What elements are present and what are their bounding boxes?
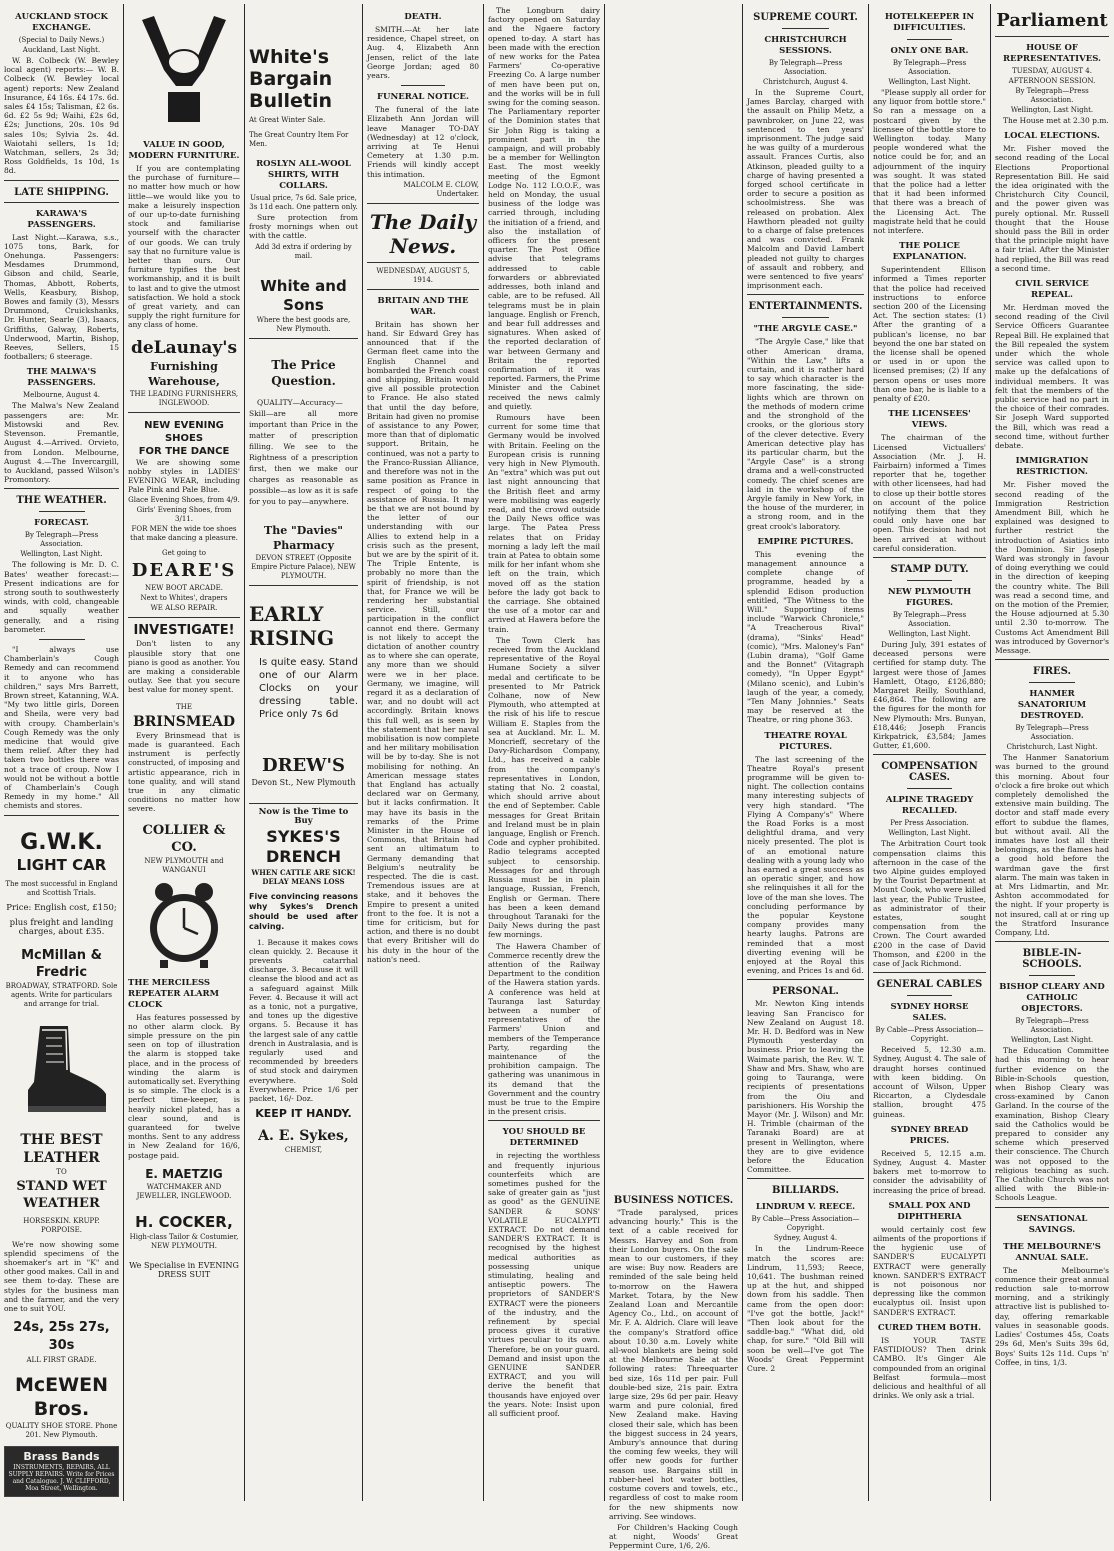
karawa-text: Last Night.—Karawa, s.s., 1075 tons, Bark, for Onehunga. Passengers: Mesdames Drummond, Gibson and child, Searle, Thomas, Abbott, Roberts, Wells, Keasbury, Bishop, Bowes and family (3), Messrs Drummond, Cruickshanks, Dr. Hunter, Searle (3), Isaacs, Griffiths, Galway, Roberts, Underwood, Martin, Bishop, Reeves, Sellers, 15 footballers; 6 steerage.	[4, 232, 119, 362]
divider	[249, 585, 358, 586]
best-leather-title: THE BEST LEATHER	[20, 1131, 103, 1166]
roslyn-price: Usual price, 7s 6d. Sale price, 3s 11d each. One pattern only.	[249, 194, 358, 211]
roslyn-text: Sure protection from frosty mornings when out with the cattle.	[249, 213, 358, 241]
hotel-byline: By Telegraph—Press Association.	[892, 59, 967, 76]
stamp-byline: By Telegraph—Press Association.	[892, 610, 967, 628]
hanmer-place: Christchurch, Last Night.	[1006, 743, 1098, 752]
the-label: THE	[176, 702, 192, 711]
deares-title: DEARE'S	[131, 560, 237, 582]
late-shipping-heading: LATE SHIPPING.	[14, 186, 109, 198]
column-1	[4, 6, 119, 1499]
fires-heading: FIRES.	[1032, 666, 1072, 678]
column-rule	[742, 4, 743, 1501]
divider	[995, 1207, 1109, 1208]
weather-text: The following is Mr. D. C. Bates' weather forecast:—Present indications are for strong south to southwesterly winds, with cold, changeable and squally weather generally, and a rising barometer.	[4, 560, 119, 634]
boot-icon	[12, 1020, 112, 1120]
column-7	[747, 6, 864, 1499]
undertaker: MALCOLM E. CLOW, Undertaker.	[403, 180, 479, 198]
bread-heading: SYDNEY BREAD PRICES.	[890, 1124, 969, 1146]
death-heading: DEATH.	[404, 12, 442, 22]
savings-text: The Melbourne's commence their great annual reduction sale to-morrow morning, and a strikingly attractive list is published to-day, offering remarkable values in seasonable goods. Ladies' Costumes 45s, Coats 29s 6d, Men's Suits 39s 6d, Boys' Suits 12s 11d. Cups 'n' Coffee, in tins, 1/3.	[995, 1265, 1109, 1367]
divider	[128, 412, 240, 413]
dateline: WEDNESDAY, AUGUST 5, 1914.	[376, 266, 470, 284]
divider	[367, 203, 479, 204]
empire-heading: EMPIRE PICTURES.	[757, 536, 854, 547]
leather-to: TO	[56, 1167, 67, 1176]
mcmillan-title: McMillan & Fredric	[21, 947, 102, 980]
divider	[747, 1178, 864, 1179]
divider	[4, 815, 119, 816]
savings-sub: THE MELBOURNE'S ANNUAL SALE.	[1003, 1241, 1101, 1263]
stock-place: Auckland, Last Night.	[22, 46, 101, 54]
divider	[995, 659, 1109, 660]
billiards-text: In the Lindrum-Reece match the scores are: Lindrum, 11,593; Reece, 10,641. The bushman reined up at the hut, and shipped down from his saddle. Then came from the open door: "I've got the bottle, Jack!" "Then look about for the saddle-bag." "What did, old chap, for sure." "Old Bill will soon be well—I've got The Woods' Great Peppermint Cure. 2	[747, 1244, 864, 1373]
court-text: In the Supreme Court, James Barclay, charged with the assault on Philip Metz, a pawnbroker, on June 22, was sentenced to ten years' imprisonment. The judge said he was guilty of a murderous assault. Frances Curtis, also Atkinson, pleaded guilty to a charge of having presented a forged school certificate in order to secure a position as schoolmistress. She was released on probation. Alex Hawthorn pleaded not guilty to a charge of false pretences and was convicted. Frank Malcolm and David Lambert pleaded not guilty to charges of assault and robbery, and were sentenced to five years' imprisonment each.	[747, 88, 864, 291]
leather-brands: HORSESKIN. KRUPP. PORPOISE.	[23, 1216, 100, 1234]
hanmer-byline: By Telegraph—Press Association.	[1015, 724, 1089, 742]
divider	[367, 289, 479, 290]
early-rising-text: Is quite easy. Stand one of our Alarm Clocks on your dressing table. Price only 7s 6d	[259, 656, 358, 720]
billiards-byline: By Cable—Press Association—Copyright.	[751, 1215, 860, 1233]
divider	[4, 202, 119, 203]
great-country-item: The Great Country Item For Men.	[249, 131, 349, 148]
davies-title: The "Davies" Pharmacy	[264, 523, 343, 552]
shoe-prices: 24s, 25s 27s, 30s	[13, 1320, 110, 1354]
divider	[747, 294, 864, 295]
divider	[39, 639, 85, 640]
deares-repair: WE ALSO REPAIR.	[150, 604, 218, 613]
divider	[128, 617, 240, 618]
bible-byline: By Telegraph—Press Association.	[1015, 1017, 1089, 1035]
alarm-clock-icon	[142, 878, 226, 970]
leather-text: We're now showing some splendid specimens of the shoemaker's art in "K" and other good makes. Call in and see them to-day. These are styles for the business man and the farmer, and the very one to suit YOU.	[4, 1239, 119, 1314]
hotel-place: Wellington, Last Night.	[888, 78, 971, 86]
bread-text: Received 5, 12.15 a.m. Sydney, August 4. Master bakers met to-morrow to consider the advisability of increasing the price of bread.	[873, 1148, 986, 1195]
divider	[249, 803, 358, 804]
christchurch-heading: CHRISTCHURCH SESSIONS.	[764, 35, 847, 56]
savings-heading: SENSATIONAL SAVINGS.	[1016, 1213, 1088, 1235]
bible-sub: BISHOP CLEARY AND CATHOLIC OBJECTORS.	[999, 982, 1105, 1015]
royal-heading: THEATRE ROYAL PICTURES.	[764, 730, 847, 752]
mcmillan-address: BROADWAY, STRATFORD. Sole agents. Write for particulars and arrange for trial.	[5, 981, 118, 1008]
bible-place: Wellington, Last Night.	[1010, 1036, 1094, 1045]
gwk-title: G.W.K.	[20, 829, 103, 855]
house-place: Wellington, Last Night.	[1010, 106, 1094, 114]
drews-title: DREW'S	[261, 754, 345, 776]
divider	[488, 1120, 600, 1121]
cocker-foot: We Specialise in EVENING DRESS SUIT	[129, 1260, 239, 1279]
divider	[249, 338, 358, 339]
divider	[1029, 975, 1075, 976]
whites-bulletin-title: White's Bargain Bulletin	[249, 46, 333, 112]
house-byline: By Telegraph—Press Association.	[1015, 87, 1089, 104]
police-text: Superintendent Ellison informed a Times reporter that the police had received instructions to enforce section 200 of the Licensing Act. The section states: (1) After the granting of a publican's license, no bar beyond the one bar stated on the license shall be opened or used in or upon the licensed premises; (2) If any person opens or uses more than one bar, he is liable to a penalty of £20.	[873, 265, 986, 404]
clock-illustration	[128, 876, 240, 972]
divider	[1029, 682, 1075, 683]
column-rule	[123, 4, 124, 1501]
immigration-text: Mr. Fisher moved the second reading of the Immigration Restriction Amendment Bill, which he explained was designed to further restrict the introduction of Asiatics into the Dominion. Sir Joseph Ward was strongly in favour of doing everything we could in the direction of keeping the country white. The Bill was read a second time, and on the motion of the Premier, the House adjourned at 5.30 until 2.30 to-morrow. The Customs Act Amendment Bill was introduced by Governor's Message.	[995, 480, 1109, 655]
cough-remedy-text: "I always use Chamberlain's Cough Remedy and can recommend it to anyone who has children," says Mrs Barrett, Brown street, Katanning, W.A. "My two little girls, Doreen and Sheila, were very bad with croupy. Chamberlain's Cough Remedy was the only medicine that would give them relief. After they had taken two bottles there was not a trace of croup. Now I would not be without a bottle of Chamberlain's Cough Remedy in my home." All chemists and stores.	[4, 644, 119, 811]
hands-illustration	[128, 6, 240, 134]
general-cables-heading: GENERAL CABLES	[876, 979, 983, 991]
white-sons-title: White and Sons	[260, 276, 347, 314]
malwa-heading: THE MALWA'S PASSENGERS.	[26, 367, 97, 389]
divider	[873, 972, 986, 973]
personal-heading: PERSONAL.	[772, 986, 839, 998]
column-rule	[362, 4, 363, 1501]
furnishers-sub: THE LEADING FURNISHERS, INGLEWOOD.	[129, 389, 239, 407]
weather-place: Wellington, Last Night.	[20, 550, 103, 559]
war-heading: BRITAIN AND THE WAR.	[377, 295, 469, 317]
hands-holding-icon	[134, 10, 234, 130]
maetzig-sub: WATCHMAKER AND JEWELLER, INGLEWOOD.	[136, 1182, 232, 1200]
compensation-byline: Per Press Association.	[890, 819, 969, 828]
sykes-name: A. E. Sykes,	[258, 1128, 349, 1145]
hanmer-text: The Hanmer Sanatorium was burned to the ground this morning. About four o'clock a fire broke out which completely demolished the extensive main building. The doctor and staff made every effort to subdue the flames, but without avail. All the inmates have lost all their belongings, as the flames had a good hold before the wardman gave the first alarm. The main was taken in at Mrs Lidmartin, and Mr. Ashton accommodated for the night. If your property is not insured, call at or ring up the Stratford Insurance Company, Ltd.	[995, 753, 1109, 938]
stamp-duty-heading: STAMP DUTY.	[890, 563, 969, 575]
brass-bands-title: Brass Bands	[23, 1450, 100, 1464]
great-winter-sale: At Great Winter Sale.	[249, 116, 326, 124]
malwa-place: Melbourne, August 4.	[22, 391, 101, 400]
weather-byline: By Telegraph—Press Association.	[24, 531, 99, 549]
malwa-text: The Malwa's New Zealand passengers are: Mr. Mistowski and Rev. Stevenson. Fremantle, August 4.—Arrived. Orvieto, from London. Melbourne, August 4.—The Invercargill, to Auckland, passed Wilson's Promontory.	[4, 401, 119, 485]
local-elections-text: Mr. Fisher moved the second reading of the Local Elections Proportional Representation Bill. He said the idea originated with the Christchurch City Council, and the power given was purely optional. Mr. Russell thought that the House should pass the Bill in order that the principle might have a fair trial. After the Minister had replied, the Bill was read a second time.	[995, 144, 1109, 273]
death-text: SMITH.—At her late residence, Chapel street, on Aug. 4, Elizabeth Ann Jensen, relict of the late George Jordan; aged 80 years.	[367, 25, 479, 81]
stand-wet-weather-title: STAND WET WEATHER	[16, 1178, 107, 1211]
christchurch-place: Christchurch, August 4.	[763, 78, 848, 86]
divider	[367, 262, 479, 263]
views-heading: THE LICENSEES' VIEWS.	[888, 409, 971, 431]
compensation-heading: COMPENSATION CASES.	[881, 761, 978, 784]
evening-shoes-title: NEW EVENING SHOES	[144, 419, 224, 444]
keep-handy: KEEP IT HANDY.	[255, 1107, 352, 1121]
gwk-line: The most successful in England and Scottish Trials.	[5, 879, 118, 897]
personal-text: Mr. Newton King intends leaving San Francisco for New Zealand on August 18. Mr. H. D. Bedford was in New Plymouth yesterday on business. Prior to leaving the Waimate parish, the Rev. W. T. Shaw and Mrs. Shaw, who are going to Tauranga, were recipients of presentations from the Oiu and parishioners. His Worship the Mayor (Mr. J. Wilson) and Mr. H. Trimble (chairman of the Taranaki Board) are at present in Wellington, where they are to give evidence before the Education Committee.	[747, 999, 864, 1175]
police-heading: THE POLICE EXPLANATION.	[892, 241, 967, 263]
alarm-clock-heading: THE MERCILESS REPEATER ALARM CLOCK	[128, 977, 220, 1010]
business-heading: BUSINESS NOTICES.	[613, 1195, 734, 1206]
civil-service-heading: CIVIL SERVICE REPEAL.	[1015, 279, 1089, 301]
cocker-title: H. COCKER,	[135, 1212, 233, 1231]
brinsmead-title: BRINSMEAD	[132, 713, 236, 730]
shoes-girls: Girls' Evening Shoes, from 3/11.	[136, 506, 232, 524]
roslyn-add: Add 3d extra if ordering by mail.	[255, 242, 352, 260]
mcewen-title: McEWEN Bros.	[15, 1374, 108, 1421]
mcewen-sub: QUALITY SHOE STORE. Phone 201. New Plymouth.	[5, 1422, 118, 1440]
cough-line: For Children's Hacking Cough at night, Woods' Great Peppermint Cure, 1/6, 2/6.	[609, 1522, 738, 1551]
reasons-text: 1. Because it makes cows clean quickly. 2. Because it prevents catarrhal discharge. 3. Because it will cleanse the blood and act as a safeguard against Milk Fever. 4. Because it will act as a tonic, not a purgative, and tones up the digestive organs. 5. Because it has the largest sale of any cattle drench in Australasia, and is regularly used and recommended by breeders of stud stock and dairymen everywhere. Sold Everywhere. Price 1/6 per packet, 16/- Doz.	[249, 937, 358, 1104]
column-3	[249, 6, 358, 1499]
entertainments-heading: ENTERTAINMENTS.	[748, 301, 863, 313]
stamp-sub: NEW PLYMOUTH FIGURES.	[887, 586, 972, 608]
brass-bands-ad	[4, 1446, 119, 1497]
bible-heading: BIBLE-IN-SCHOOLS.	[1022, 948, 1082, 971]
billiards-heading: BILLIARDS.	[772, 1185, 839, 1197]
column-4	[367, 6, 479, 1499]
immigration-heading: IMMIGRATION RESTRICTION.	[1015, 456, 1089, 478]
determined-text: in rejecting the worthless and frequently injurious counterfeits which are sometimes pushed for the sake of greater gain as "just as good" as the GENUINE SANDER & SONS' VOLATILE EUCALYPTI EXTRACT. Do not demand SANDER'S EXTRACT. It is recognised by the highest medical authorities as possessing unique stimulating, healing and antiseptic powers. The proprietors of SANDER'S EXTRACT were the pioneers of the industry, and the refinement by special process gives it curative virtues peculiar to its own. Therefore, be on your guard. Demand and insist upon the GENUINE SANDER EXTRACT, and you will derive the benefit that thousands have enjoyed over the years. Note: Insist upon all sufficient proof.	[488, 1151, 600, 1419]
column-rule	[604, 4, 605, 1501]
value-text: If you are contemplating the purchase of furniture—no matter how much or how little—we would like you to make a leisurely inspection of our up-to-date furnishing stock and familiarise yourself with the character of our goods. We can truly say that no furniture value is better than ours. Our furniture typifies the best workmanship, and it is built to last and to give the utmost satisfaction. We hold a stock of great variety, and can supply the right furniture for any class of home.	[128, 164, 240, 330]
hotel-sub: ONLY ONE BAR.	[890, 46, 969, 56]
white-sons-sub: Where the best goods are, New Plymouth.	[256, 315, 351, 333]
news-paragraphs-2: Rumours have been current for some time that Germany would be involved with Britain. Feeling on the European crisis is running very high in New Plymouth. An "extra" which was put out last night announcing that the British fleet and army were mobilising was eagerly read, and the crowd outside the Daily News office was large. The Patea Press relates that on Friday morning a lady left the mail train at Patea to obtain some milk for her infant whom she left on the train, which moved off as the station before the lady got back to the carriage. She obtained the use of a motor car and arrived at Hawera before the train.	[488, 412, 600, 634]
cattle-sick: WHEN CATTLE ARE SICK! DELAY MEANS LOSS	[251, 867, 356, 886]
civil-service-text: Mr. Herdman moved the second reading of the Civil Service Officers Guarantee Repeal Bill. He explained that the Bill repealed the system under which the whole service was called upon to make up the defalcations of individual members. It was felt that the members of the public service had no part in the choice of their comrades. Sir Joseph Ward supported the Bill, which was read a second time, without further debate.	[995, 303, 1109, 451]
shoe-prices-sub: ALL FIRST GRADE.	[26, 1356, 97, 1365]
divider	[39, 511, 85, 512]
gwk-price: Price: English cost, £150;	[6, 902, 117, 913]
divider	[782, 28, 829, 29]
compensation-place: Wellington, Last Night.	[888, 829, 971, 838]
cocker-sub: High-class Tailor & Costumier, NEW PLYMOUTH.	[129, 1232, 239, 1250]
collier-sub: NEW PLYMOUTH and WANGANUI	[144, 856, 224, 874]
furnishing-warehouse-title: Furnishing Warehouse,	[148, 359, 220, 388]
early-rising-title: EARLY RISING	[249, 601, 335, 650]
divider	[4, 488, 119, 489]
compensation-text: The Arbitration Court took compensation claims this afternoon in the case of the two Alpine guides employed by the Tourist Department at Mount Cook, who were killed last year, the Public Trustee, as administrator of their estates, sought compensation from the Crown. The Court awarded £200 in the case of David Thomson, and £200 in the case of Jack Richmond.	[873, 839, 986, 969]
column-9	[995, 6, 1109, 1499]
price-question-title: The Price Question.	[271, 357, 336, 388]
light-car-title: LIGHT CAR	[16, 855, 107, 874]
news-paragraphs-1: The Longburn dairy factory opened on Saturday and the Ngaere factory opened to-day. A start has been made with the erection of new works for the Patea Farmers' Co-operative Freezing Co. A large number of men have been put on, and the works will be in full swing for the coming season. The Parliamentary reporter of the Dominion states that Sir John Rigg is taking a prominent part in the campaign, and will probably be a member for Wellington East. The most weekly meeting of the Egmont Lodge No. 112 I.O.O.F., was held on Monday, the usual business of the lodge was carried through, including the initiation of a friend, and also the installation of officers for the present quarter. The Post Office advise that telegrams addressed to cable forwarders or abbreviated addresses, both inland and cable, are to be refused. All telegrams must be in plain language. English or French, and bear full addresses and signatures. When asked of the reported declaration of war between Germany and Britain the reported confirmation of it was reported. Farmers, the Prime Minister and the Cabinet received the news calmly and quietly.	[488, 6, 600, 411]
value-title: VALUE IN GOOD, MODERN FURNITURE.	[128, 140, 240, 161]
shoes-glace: Glace Evening Shoes, from 4/9.	[128, 496, 240, 505]
shoes-text: We are showing some nobby styles in LADIES' EVENING WEAR, including Pale Pink and Pale Blue.	[128, 457, 240, 495]
sydney-text: Received 5, 12.30 a.m. Sydney, August 4. The sale of draught horses continued with keen bidding. On account of Wilson, Upper Riccarton, a Clydesdale stallion, brought 475 guineas.	[873, 1045, 986, 1119]
hanmer-heading: HANMER SANATORIUM DESTROYED.	[1017, 689, 1087, 722]
news-paragraphs-3: The Town Clerk has received from the Auckland representative of the Royal Humane Society a silver medal and certificate to be presented to Mr Patrick Colhane, now of New Plymouth, who attempted at the risk of his life to rescue William E. Staples from the sea at Auckland. Mr. L. M. Moncrieff, secretary of the Davy-Richardson Company, Ltd., has received a cable from the company's representatives in London, stating that No. 2 coastal, which should arrive about the end of September. Cable messages for Great Britain and Ireland must be in plain language, English or French. Code and cypher prohibited. Radio telegrams accepted subject to censorship. Messages for and through Russia must be in plain language, Russian, French, English or German. There has been a keen demand throughout Taranaki for the Daily News during the past few mornings.	[488, 635, 600, 940]
investigate-text: Don't listen to any plausible story that one piano is good as another. You are making a considerable outlay. See that you secure best value for money spent.	[128, 639, 240, 695]
investigate-title: INVESTIGATE!	[133, 623, 235, 639]
brinsmead-text: Every Brinsmead that is made is guaranteed. Each instrument is perfectly constructed, of imposing and artistic appearance, rich in tone quality, and will stand true in any climatic conditions no matter how severe.	[128, 730, 240, 814]
billiards-sub: LINDRUM V. REECE.	[755, 1202, 856, 1213]
davies-sub: DEVON STREET (Opposite Empire Picture Palace), NEW PLYMOUTH.	[251, 553, 356, 580]
stock-exchange-heading: AUCKLAND STOCK EXCHANGE.	[15, 12, 108, 33]
alarm-clock-text: Has features possessed by no other alarm clock. By simple pressure on the pin seen on top of illustration the alarm is stopped take place, and in the process of winding the alarm is automatically set. Everything is so simple. The clock is a perfect time-keeper, is heavily nickel plated, has a clear sound, and is guaranteed for twelve months. Sent to any address in New Zealand for 16/6, postage paid.	[128, 1012, 240, 1160]
deares-arcade: NEW BOOT ARCADE.	[145, 584, 223, 593]
for-the-dance-title: FOR THE DANCE	[138, 445, 230, 457]
argyle-heading: "THE ARGYLE CASE."	[753, 324, 858, 335]
karawa-heading: KARAWA'S PASSENGERS.	[27, 208, 96, 230]
divider	[907, 39, 952, 40]
going-text: Get going to	[162, 549, 206, 558]
funeral-heading: FUNERAL NOTICE.	[377, 92, 469, 103]
funeral-text: The funeral of the late Elizabeth Ann Jordan will leave Manager TO-DAY (Wednesday) at 12 o'clock, arriving at Te Henui Cemetery at 1.30 p.m. Friends will kindly accept this intimation.	[367, 105, 479, 179]
sydney-byline: By Cable—Press Association—Copyright.	[875, 1026, 984, 1044]
column-5	[488, 6, 600, 1499]
stock-text: W. B. Colbeck (W. Bewley local agent) reports:— W. B. Colbeck (W. Bewley local agent) reports: New Zealand Insurance, £4 16s. £4 17s. 6d. sales £4 15s; Talisman, £2 6s. 6d. £2 5s 9d; Waihi, £2s 6d, £2s; Junctions, 20s. 10s 9d sales 10s; Sylvia 2s. 4d. Waiotahi sellers, 1s 1d; Watchman, sellers, 2s 3d; Ross Goldfields, 1s 10d, 1s 8d.	[4, 56, 119, 176]
sydney-horse-heading: SYDNEY HORSE SALES.	[890, 1002, 969, 1024]
smallpox-heading: SMALL POX AND DIPHTHERIA	[888, 1200, 971, 1222]
reasons-heading: Five convincing reasons why Sykes's Drench should be used after calving.	[249, 891, 358, 931]
column-rule	[244, 4, 245, 1501]
weather-heading: THE WEATHER.	[16, 495, 107, 507]
local-elections-heading: LOCAL ELECTIONS.	[1004, 131, 1100, 142]
column-8	[873, 6, 986, 1499]
news-paragraphs-4: The Hawera Chamber of Commerce recently drew the attention of the Railway Department to the condition of the Hawera station yards. A conference was held at Tauranga last Saturday between a number of representatives of the Farmers' Union and members of the Temperance Party, regarding the maintenance of the prohibition campaign. The gathering was unanimous in its demand that the Government and the country must be true to the Empire in the present crisis.	[488, 941, 600, 1117]
hotel-heading: HOTELKEEPER IN DIFFICULTIES.	[884, 12, 975, 33]
stamp-text: During July, 391 estates of deceased persons were certified for stamp duty. The largest were those of James Hamlett, Otago, £126,880; Margaret Reilly, Southland, £46,864. The following are the figures for the month for New Plymouth: Mrs. Bunyan, £18,446; Joseph Francis Kirkpatrick, £3,584; James Gutter, £1,600.	[873, 639, 986, 751]
argyle-text: "The Argyle Case," like that other American drama, "Within the Law," lifts a curtain, and it is rather hard to say which character is the more fascinating, the side-lights which are thrown on the methods of modern crime and the stronghold of the crooks, or the glorious story of the clever detective. Every American detective play has its particular charm, but the "Argyle Case" is a strong drama and a well-constructed comedy. The chief scenes are laid in the workshop of the Argyle family in New York, in the house of the murderer, in a strong room, and in the great crook's laboratory.	[747, 337, 864, 531]
divider	[907, 995, 952, 996]
parliament-heading: Parliament	[996, 10, 1108, 31]
billiards-place: Sydney, August 4.	[773, 1234, 838, 1243]
supreme-court-heading: SUPREME COURT.	[753, 12, 858, 23]
hotel-text: "Please supply all order for any liquor from bottle store." So ran a message on a postcard given by the licensee of the bottle store to Wellington today. Many people wondered what the notice could be for, and an adjournment of the inquiry was sought. It was stated that the police had a letter that it had been informed that there was a breach of the Licensing Act. The magistrate held that he could not interfere.	[873, 88, 986, 236]
divider	[907, 580, 952, 581]
shoes-men: FOR MEN the wide toe shoes that make dancing a pleasure.	[130, 525, 238, 543]
war-text: Britain has shown her hand. Sir Edward Grey has announced that if the German fleet came into the English Channel and bombarded the French coast and shipping, Britain would give all possible protection to France. He also stated that until the day before, Britain had given no promise of assistance to any Power, more than that of diplomatic support. Britain, he continued, was not a party to the Franco-Russian Alliance, and therefore was not in the same position as France in respect of going to the assistance of Russia. It may be that we are not bound by the letter of our understanding with our Allies to extend help in a crisis such as the present, but we are by the spirit of it. The Triple Entente, is probably no more than the spirit of friendship, is not that, for France we will be rendering her substantial service. Still, our participation in the conflict cannot end there. Germany is not likely to accept the dictation of another country as to where she can operate, any more than we should were we in her place. Germany, we imagine, will regard it as a declaration of war, and no doubt will act accordingly. Britain knows this full well, as is seen by the statement that her naval mobilisation is now complete and her military mobilisation will be by to-day. She is not mobilising for nothing. An American message states that England has actually declared war on Germany, but it lacks confirmation. It may have its basis in the remarks of the Prime Minister in the House of Commons, that Britain had sent an ultimatum to Germany demanding that Belgium's neutrality be respected. The die is cast. Tremendous issues are at stake, and it behoves the Empire to present a united front to the foe. It is not a time for criticism, but for action, and there is no doubt that every Britisher will do his duty in the hour of the nation's need.	[367, 319, 479, 964]
sykes-chemist: CHEMIST,	[284, 1146, 323, 1155]
sykes-drench-title: SYKES'S DRENCH	[265, 826, 342, 866]
views-text: The chairman of the Licensed Victuallers' Association (Mr. J. H. Fairbairn) informed a Times reporter that he, together with other licensees, had had to close up their bottle stores on account of the police notifying them that they could only have one bar open. This decision had not been arrived at without careful consideration.	[873, 433, 986, 553]
stamp-place: Wellington, Last Night.	[888, 629, 971, 638]
divider	[782, 317, 829, 318]
divider	[995, 36, 1109, 37]
delaunay-title: deLaunay's	[130, 337, 238, 358]
royal-text: The last screening of the Theatre Royal's present programme will be given to-night. The collection contains many interesting subjects of very high standard. "The Flying A Company's" Where the Road Forks is a most delightful drama, and very nicely presented. The plot is of an emotional nature dealing with a young lady who has earned a great success as an operatic singer, and how she relinquishes it all for the love of the man she loves. The concluding performance by the popular Keystone company provides many hearty laughs. Patrons are reminded that a most diverting evening will be enjoyed at the Royal this evening, and Prices 1s and 6d.	[747, 754, 864, 976]
roslyn-heading: ROSLYN ALL-WOOL SHIRTS, WITH COLLARS.	[256, 159, 351, 191]
brass-bands-sub: INSTRUMENTS, REPAIRS, ALL SUPPLY REPAIRS. Write for Prices and Catalogue. J. W. CLIFFORD, Moa Street, Wellington.	[8, 1464, 115, 1493]
gwk-plus: plus freight and landing charges, about £35.	[9, 917, 114, 937]
divider	[747, 979, 864, 980]
boot-illustration	[4, 1015, 119, 1125]
house-heading: HOUSE OF REPRESENTATIVES.	[1002, 43, 1102, 64]
house-date: TUESDAY, AUGUST 4.	[1012, 67, 1092, 75]
divider	[907, 788, 952, 789]
divider	[873, 754, 986, 755]
empire-text: This evening the management announce a complete change of programme, headed by a splendid Edison production entitled, "The Witness to the Will." Supporting items include "Warwick Chronicle," "A Treacherous Rival" (drama), "Sinks' Head" (comic), "Mrs. Maloney's Fan" (Lubin drama), "Golf Game and the Bonnet" (Vitagraph comedy), "In Upper Egypt" (Milano scenic), and Lubin's laugh of the year, a comedy, "Ten Many Johnnies." Seats may be reserved at the Theatre, or ring phone 363.	[747, 549, 864, 725]
drews-sub: Devon St., New Plymouth	[251, 777, 356, 787]
column-2	[128, 6, 240, 1499]
divider	[995, 941, 1109, 942]
masthead: The Daily News.	[369, 209, 477, 258]
divider	[401, 85, 446, 86]
divider	[4, 180, 119, 181]
business-text: "Trade paralysed, prices advancing hourly." This is the text of a cable received for Messrs. Harvey and Son from their London buyers. On the sale mean to our customers, if they are wise: Buy now. Readers are reminded of the sale being held to-morrow on the Hawera Market. Totara, by the New Zealand Loan and Mercantile Agency Co., Ltd., on account of Mr. F. A. Aldrich. Clare will leave the company's Stratford office about 10.30 a.m. Lovely white all-wool blankets are being sold at the Melbourne Sale at the following rates: Threequarter bed size, 16s 11d per pair. Full double-bed size, 21s pair. Extra large size, 29s 6d per pair. Heavy warm and pure colonial, fired New Zealand make. Having closed their sale, which has been the biggest success in 24 years, Ambury's announce that during the coming few weeks, they will offer new goods for further season use. Bargains still in rubber-heel hot water bottles, costume covers and towels, etc., regardless of cost to make room for the new shipments now arriving. See windows.	[609, 1208, 738, 1521]
maetzig-title: E. MAETZIG	[145, 1166, 223, 1181]
column-rule	[483, 4, 484, 1501]
house-text: The House met at 2.30 p.m.	[1003, 116, 1109, 125]
column-rule	[990, 4, 991, 1501]
determined-heading: YOU SHOULD BE DETERMINED	[502, 1127, 586, 1149]
forecast-heading: FORECAST.	[34, 518, 89, 529]
time-to-buy: Now is the Time to Buy	[258, 806, 349, 826]
compensation-sub: ALPINE TRAGEDY RECALLED.	[885, 795, 974, 817]
column-rule	[868, 4, 869, 1501]
cured-heading: CURED THEM BOTH.	[877, 1322, 982, 1333]
bible-text: The Education Committee had this morning to hear further evidence on the Bible-in-Schools question, when Bishop Cleary was cross-examined by Canon Garland. In the course of the examination, Bishop Cleary said the Catholics would be prepared to consider any scheme which preserved their conscience. The Church was not opposed to the religious teaching as such. The Catholic Church was not allied with the Bible-in-Schools League.	[995, 1046, 1109, 1203]
stock-dateline: (Special to Daily News.)	[18, 36, 105, 44]
cured-text: IS YOUR TASTE FASTIDIOUS? Then drink CAMBO. It's Ginger Ale compounded from an original Belfast formula—most delicious and healthful of all drinks. We only ask a trial.	[873, 1335, 986, 1401]
christchurch-byline: By Telegraph—Press Association.	[768, 59, 843, 76]
column-6	[609, 1189, 738, 1551]
divider	[873, 557, 986, 558]
deares-next: Next to Whites', drapers	[140, 594, 228, 603]
house-session: AFTERNOON SESSION.	[1008, 77, 1096, 85]
smallpox-text: would certainly cost few ailments of the proportions if the hygienic use of SANDER'S EUCALYPTI EXTRACT were generally known. SANDER'S EXTRACT is not poisonous nor depressing like the common eucalyptus oil. Insist upon SANDER'S EXTRACT.	[873, 1224, 986, 1317]
price-question-text: QUALITY—Accuracy—Skill—are all more important than Price in the matter of prescription filling. We see to the Rightness of a prescription first, then we make our charges as reasonable as possible—as low as it is safe for you to pay—anywhere.	[249, 397, 358, 506]
collier-title: COLLIER & CO.	[142, 822, 226, 855]
